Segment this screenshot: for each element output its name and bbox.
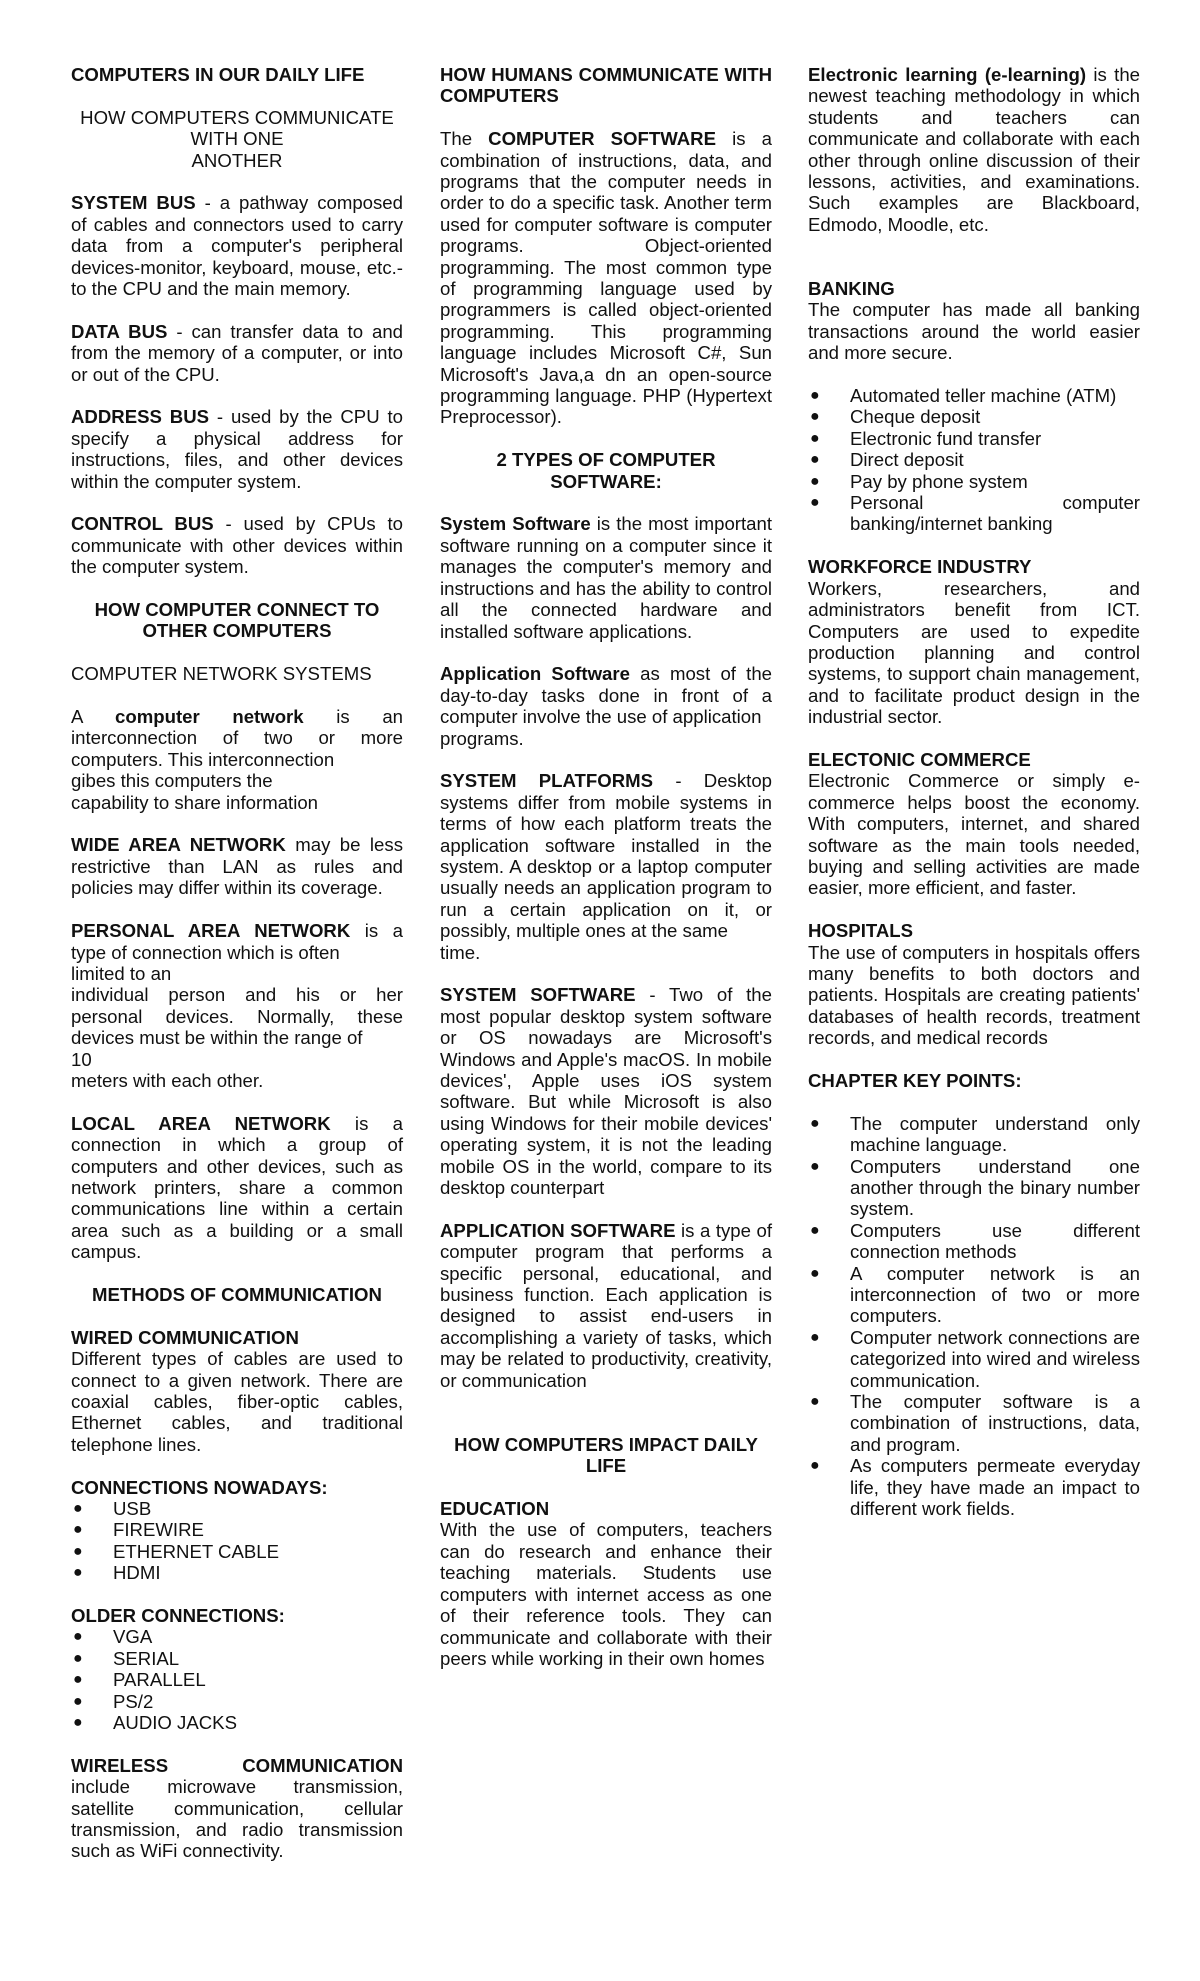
computer-software-paragraph	[440, 128, 772, 428]
wired-text: Different types of cables are used to connect to a given network. There are coaxial cables, fiber-optic cables, Ethernet cables, and traditional telephone lines.	[71, 1348, 403, 1455]
control-bus-paragraph	[71, 513, 403, 577]
data-bus-paragraph	[71, 321, 403, 385]
education-text: With the use of computers, teachers can do research and enhance their teaching materials. Students use computers with internet access as one of their reference tools. They can communicate and collaborate with their peers while working in their own homes	[440, 1519, 772, 1669]
column-right	[808, 64, 1140, 1541]
system-platforms-text-1: - Desktop systems differ from mobile systems in terms of how each platform treats the application software installed in the system. A desktop or a laptop computer usually needs an application program to run a certain application on it, or possibly, multiple ones at the same	[440, 770, 772, 942]
list-item: ● FIREWIRE	[71, 1519, 403, 1540]
list-item: ● HDMI	[71, 1562, 403, 1583]
list-item: ● Electronic fund transfer	[808, 428, 1140, 449]
list-item: ● The computer understand only machine language.	[808, 1113, 1140, 1156]
application-software-term: Application Software	[440, 663, 630, 685]
types-heading: 2 TYPES OF COMPUTER SOFTWARE:	[496, 449, 716, 492]
system-software-os-paragraph	[440, 984, 772, 1198]
wan-text: may be less restrictive than LAN as rules and policies may differ within its coverage.	[71, 834, 403, 899]
list-item: ● VGA	[71, 1626, 403, 1647]
pan-text-4: 10	[71, 1048, 92, 1070]
pan-paragraph	[71, 920, 403, 1091]
list-item: ● SERIAL	[71, 1648, 403, 1669]
list-item: ● The computer software is a combination of instructions, data, and program.	[808, 1391, 1140, 1455]
list-item: ● Cheque deposit	[808, 406, 1140, 427]
address-bus-text: - used by the CPU to specify a physical address for instructions, files, and other devices within the computer system.	[71, 406, 403, 492]
list-item: ● PARALLEL	[71, 1669, 403, 1690]
column-middle	[440, 64, 772, 1691]
network-text-3: capability to share information	[71, 791, 319, 813]
system-software-paragraph	[440, 513, 772, 641]
system-bus-term: SYSTEM BUS	[71, 192, 196, 214]
control-bus-text: - used by CPUs to communicate with other devices within the computer system.	[71, 513, 403, 578]
network-term: computer network	[115, 706, 304, 728]
wan-paragraph	[71, 834, 403, 898]
list-item: ● A computer network is an interconnection of two or more computers.	[808, 1263, 1140, 1327]
impact-heading: HOW COMPUTERS IMPACT DAILY LIFE	[454, 1433, 758, 1477]
list-item: ● As computers permeate everyday life, they have made an impact to different work fields.	[808, 1455, 1140, 1519]
pan-text-1: is a type of connection which is often	[71, 920, 403, 963]
list-item: ● PS/2	[71, 1691, 403, 1712]
connections-now-heading: CONNECTIONS NOWADAYS:	[71, 1476, 328, 1498]
data-bus-term: DATA BUS	[71, 320, 168, 342]
application-software-type-text: is a type of computer program that performs a specific personal, educational, and business function. Each application is designed to assist end-users in accomplishing a variety of tasks, which may be related to productivity, creativity, or communication	[440, 1219, 772, 1391]
pan-text-2: limited to an	[71, 962, 172, 984]
subtitle-line-3: ANOTHER	[191, 149, 283, 171]
keypoints-list	[808, 1113, 1140, 1520]
system-software-term: System Software	[440, 513, 591, 535]
section-subtitle	[71, 107, 403, 171]
system-software-os-term: SYSTEM SOFTWARE	[440, 984, 636, 1006]
spacer	[808, 257, 1140, 278]
wireless-text: include microwave transmission, satellite communication, cellular transmission, and radio transmission such as WiFi connectivity.	[71, 1776, 403, 1862]
subtitle-line-1: HOW COMPUTERS COMMUNICATE	[80, 106, 394, 128]
system-platforms-paragraph	[440, 770, 772, 963]
education-heading: EDUCATION	[440, 1498, 550, 1520]
column-left	[71, 64, 403, 1883]
system-software-text: is the most important software running on a computer since it manages the computer's memory and instructions and has the ability to control all the connected hardware and installed software applications.	[440, 513, 772, 642]
control-bus-term: CONTROL BUS	[71, 513, 214, 535]
banking-heading: BANKING	[808, 278, 895, 300]
list-item: ● Direct deposit	[808, 449, 1140, 470]
list-item: ● AUDIO JACKS	[71, 1712, 403, 1733]
application-software-type-paragraph	[440, 1220, 772, 1391]
list-item: ● USB	[71, 1498, 403, 1519]
list-item: ● Pay by phone system	[808, 471, 1140, 492]
pan-term: PERSONAL AREA NETWORK	[71, 920, 351, 942]
workforce-text: Workers, researchers, and administrators benefit from ICT. Computers are used to expedite production planning and control systems, to support chain management, and to facilitate product design in the industrial sector.	[808, 577, 1140, 728]
address-bus-paragraph	[71, 406, 403, 492]
system-bus-text: - a pathway composed of cables and connectors used to carry data from a computer's peripheral devices-monitor, keyboard, mouse, etc.-to the CPU and the main memory.	[71, 192, 403, 300]
lan-text: is a connection in which a group of computers and other devices, such as network printers, share a common communications line within a certain area such as a building or a small campus.	[71, 1112, 403, 1263]
ecommerce-text: Electronic Commerce or simply e-commerce helps boost the economy. With computers, internet, and shared software as the main tools needed, buying and selling activities are made easier, more efficient, and faster.	[808, 770, 1140, 899]
elearning-text: is the newest teaching methodology in which students and teachers can communicate and collaborate with each other through online discussion of their lessons, activities, and examinations. Such examples are Blackboard, Edmodo, Moodle, etc.	[808, 64, 1140, 235]
subtitle-line-2: WITH ONE	[190, 128, 284, 150]
ecommerce-heading: ELECTONIC COMMERCE	[808, 748, 1031, 770]
system-bus-paragraph	[71, 192, 403, 299]
document-title: COMPUTERS IN OUR DAILY LIFE	[71, 64, 365, 85]
elearning-term: Electronic learning (e-learning)	[808, 64, 1087, 85]
connections-now-list	[71, 1498, 403, 1584]
workforce-heading: WORKFORCE INDUSTRY	[808, 556, 1032, 578]
pan-text-3: individual person and his or her personal devices. Normally, these devices must be within the range of	[71, 984, 403, 1049]
wireless-heading	[71, 1755, 403, 1776]
wan-term: WIDE AREA NETWORK	[71, 834, 286, 856]
list-item: ● Computer network connections are categorized into wired and wireless communication.	[808, 1327, 1140, 1391]
banking-list	[808, 385, 1140, 535]
older-connections-list	[71, 1626, 403, 1733]
network-paragraph	[71, 706, 403, 813]
application-software-type-term: APPLICATION SOFTWARE	[440, 1219, 676, 1241]
list-item: ● ETHERNET CABLE	[71, 1541, 403, 1562]
lan-term: LOCAL AREA NETWORK	[71, 1112, 331, 1134]
system-software-os-text: - Two of the most popular desktop system software or OS nowadays are Microsoft's Windows and Apple's macOS. In mobile devices', Apple uses iOS system software. But while Microsoft is also using Windows for their mobile devices' operating system, it is not the leading mobile OS in the world, compare to its desktop counterpart	[440, 984, 772, 1199]
software-term: COMPUTER SOFTWARE	[488, 128, 716, 150]
software-article: The	[440, 128, 489, 150]
wired-heading: WIRED COMMUNICATION	[71, 1326, 299, 1348]
application-software-paragraph	[440, 663, 772, 749]
network-systems-label: COMPUTER NETWORK SYSTEMS	[71, 663, 372, 685]
spacer	[440, 1412, 772, 1433]
humans-communicate-heading: HOW HUMANS COMMUNICATE WITH COMPUTERS	[440, 64, 772, 107]
connect-heading: HOW COMPUTER CONNECT TO OTHER COMPUTERS	[94, 599, 380, 642]
list-item: ● Computers understand one another through the binary number system.	[808, 1156, 1140, 1220]
network-article: A	[71, 706, 115, 728]
list-item: ● Automated teller machine (ATM)	[808, 385, 1140, 406]
banking-text: The computer has made all banking transactions around the world easier and more secure.	[808, 299, 1140, 364]
older-connections-heading: OLDER CONNECTIONS:	[71, 1605, 285, 1627]
address-bus-term: ADDRESS BUS	[71, 406, 210, 428]
network-text-2: gibes this computers the	[71, 770, 273, 792]
system-platforms-term: SYSTEM PLATFORMS	[440, 770, 654, 792]
keypoints-heading: CHAPTER KEY POINTS:	[808, 1069, 1022, 1091]
list-item: ● Personal computer banking/internet banking	[808, 492, 1140, 535]
wireless-heading-text: WIRELESS COMMUNICATION	[71, 1754, 403, 1776]
application-software-text-1: as most of the day-to-day tasks done in front of a computer involve the use of application	[440, 663, 773, 728]
elearning-paragraph	[808, 64, 1140, 235]
hospitals-text: The use of computers in hospitals offers many benefits to both doctors and patients. Hospitals are creating patients' databases of health records, treatment records, and medical records	[808, 941, 1140, 1049]
network-text-1: is an interconnection of two or more computers. This interconnection	[71, 706, 403, 770]
software-text: is a combination of instructions, data, and programs that the computer needs in order to do a specific task. Another term used for computer software is computer programs. Object-oriented programming. The most common type of programming language used by programmers is called object-oriented programming. This programming language includes Microsoft C#, Sun Microsoft's Java,a dn an open-source programming language. PHP (Hypertext Preprocessor).	[440, 128, 772, 428]
system-platforms-text-2: time.	[440, 941, 481, 963]
pan-text-5: meters with each other.	[71, 1069, 264, 1091]
application-software-text-2: programs.	[440, 727, 524, 749]
hospitals-heading: HOSPITALS	[808, 920, 914, 942]
lan-paragraph	[71, 1113, 403, 1263]
data-bus-text: - can transfer data to and from the memory of a computer, or into or out of the CPU.	[71, 320, 404, 385]
methods-heading: METHODS OF COMMUNICATION	[92, 1283, 382, 1305]
list-item: ● Computers use different connection methods	[808, 1220, 1140, 1263]
